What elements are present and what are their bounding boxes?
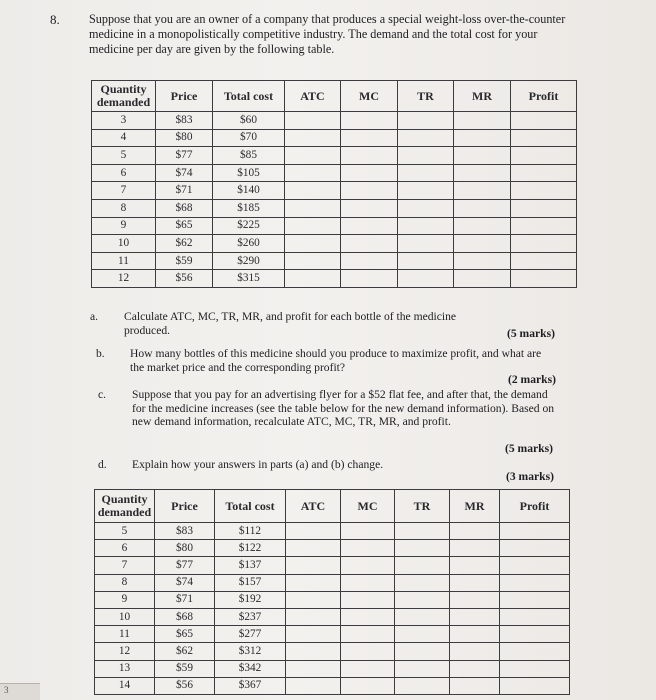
cell-price: $83 [156,112,213,130]
cell-blank [395,574,450,591]
cell-blank [511,270,577,288]
cell-blank [285,112,341,130]
cell-blank [398,252,454,270]
cell-blank [395,660,450,677]
cell-blank [341,591,395,608]
cell-blank [398,129,454,147]
cell-price: $68 [155,608,215,625]
part-label: d. [98,458,107,471]
cell-blank [285,129,341,147]
cell-total-cost: $315 [213,270,285,288]
cell-blank [341,199,398,217]
cell-total-cost: $342 [215,660,286,677]
cell-blank [395,677,450,694]
cell-total-cost: $260 [213,235,285,253]
cell-quantity: 10 [92,235,156,253]
table-row [95,660,570,677]
cell-blank [285,252,341,270]
header-profit: Profit [500,490,570,523]
cell-total-cost: $137 [215,557,286,574]
cell-quantity: 10 [95,608,155,625]
corner-text: 3 [4,685,9,695]
cell-total-cost: $85 [213,147,285,165]
part-text: Suppose that you pay for an advertising flyer for a $52 flat fee, and after that, the demand for the medicine increases (see the table below for the new demand information). Based on new demand information, recalculate ATC, MC, TR, MR, and profit. [132,388,555,428]
cell-quantity: 11 [92,252,156,270]
part-label: c. [98,388,107,401]
cell-blank [341,540,395,557]
part-text: Explain how your answers in parts (a) and (b) change. [132,458,384,471]
header-mc: MC [341,490,395,523]
cell-blank [341,608,395,625]
cell-quantity: 8 [95,574,155,591]
part-d-marks: (3 marks) [506,470,554,483]
cell-blank [285,164,341,182]
cell-blank [450,677,500,694]
cell-total-cost: $157 [215,574,286,591]
cell-blank [511,112,577,130]
cell-quantity: 5 [92,147,156,165]
cell-quantity: 6 [92,164,156,182]
cell-blank [500,660,570,677]
table-row [95,626,570,643]
cell-blank [398,235,454,253]
cell-total-cost: $277 [215,626,286,643]
cell-blank [500,557,570,574]
cell-price: $74 [156,164,213,182]
question-number: 8. [50,12,60,27]
cell-blank [450,591,500,608]
header-profit: Profit [511,81,577,112]
table-row [95,677,570,694]
cell-price: $77 [155,557,215,574]
cell-blank [341,217,398,235]
cell-blank [450,626,500,643]
cell-blank [341,147,398,165]
cell-blank [511,217,577,235]
table-row [92,112,577,130]
cell-quantity: 9 [95,591,155,608]
cell-quantity: 8 [92,199,156,217]
header-atc: ATC [286,490,341,523]
header-atc: ATC [285,81,341,112]
part-label: a. [90,310,99,323]
header-quantity: Quantity demanded [92,81,156,112]
cell-blank [454,147,511,165]
cell-quantity: 12 [92,270,156,288]
cell-blank [341,677,395,694]
cell-total-cost: $112 [215,523,286,540]
cell-total-cost: $60 [213,112,285,130]
cell-blank [286,557,341,574]
cell-blank [398,199,454,217]
cell-blank [286,574,341,591]
cell-blank [511,252,577,270]
table-row [92,164,577,182]
cell-blank [285,199,341,217]
header-tr: TR [395,490,450,523]
cell-price: $80 [155,540,215,557]
cell-blank [395,540,450,557]
cell-quantity: 13 [95,660,155,677]
cell-blank [450,523,500,540]
cell-blank [454,217,511,235]
demand-cost-table [91,80,577,288]
cell-blank [285,182,341,200]
cell-quantity: 7 [95,557,155,574]
part-c-marks: (5 marks) [505,442,553,455]
cell-blank [398,217,454,235]
cell-blank [286,660,341,677]
cell-blank [341,626,395,643]
part-a-marks: (5 marks) [507,327,555,340]
cell-blank [500,626,570,643]
cell-blank [341,235,398,253]
cell-quantity: 5 [95,523,155,540]
cell-blank [450,557,500,574]
cell-price: $59 [156,252,213,270]
header-total-cost: Total cost [213,81,285,112]
cell-blank [500,591,570,608]
cell-quantity: 6 [95,540,155,557]
cell-blank [398,164,454,182]
cell-price: $56 [155,677,215,694]
table-row [95,557,570,574]
table-row [95,608,570,625]
cell-quantity: 12 [95,643,155,660]
cell-blank [341,270,398,288]
cell-total-cost: $312 [215,643,286,660]
cell-blank [286,523,341,540]
cell-blank [286,626,341,643]
cell-blank [454,164,511,182]
table-row [92,182,577,200]
cell-price: $68 [156,199,213,217]
cell-quantity: 3 [92,112,156,130]
header-mc: MC [341,81,398,112]
table-row [92,147,577,165]
header-price: Price [156,81,213,112]
cell-blank [395,557,450,574]
part-b-marks: (2 marks) [508,373,556,386]
cell-blank [341,129,398,147]
cell-blank [285,235,341,253]
cell-quantity: 11 [95,626,155,643]
header-tr: TR [398,81,454,112]
cell-quantity: 4 [92,129,156,147]
advertising-demand-table [94,489,570,695]
cell-blank [511,147,577,165]
cell-blank [341,112,398,130]
cell-blank [500,540,570,557]
header-mr: MR [450,490,500,523]
cell-total-cost: $122 [215,540,286,557]
viewer-corner-tab [0,683,40,700]
cell-blank [286,643,341,660]
table-row [95,591,570,608]
cell-total-cost: $192 [215,591,286,608]
cell-price: $62 [155,643,215,660]
cell-blank [286,540,341,557]
cell-blank [341,574,395,591]
cell-price: $83 [155,523,215,540]
cell-blank [398,182,454,200]
table-row [92,252,577,270]
table-row [95,574,570,591]
cell-blank [450,574,500,591]
header-quantity: Quantity demanded [95,490,155,523]
cell-blank [341,523,395,540]
cell-blank [285,270,341,288]
table-row [92,199,577,217]
cell-blank [454,270,511,288]
cell-quantity: 9 [92,217,156,235]
cell-blank [454,112,511,130]
table-row [95,643,570,660]
cell-total-cost: $140 [213,182,285,200]
cell-blank [450,540,500,557]
table-row [92,235,577,253]
cell-blank [395,591,450,608]
cell-blank [500,523,570,540]
cell-total-cost: $105 [213,164,285,182]
cell-price: $65 [156,217,213,235]
cell-blank [285,147,341,165]
part-text: How many bottles of this medicine should you produce to maximize profit, and what are the market price and the corresponding profit? [130,347,542,374]
header-mr: MR [454,81,511,112]
cell-blank [395,608,450,625]
cell-blank [500,643,570,660]
cell-total-cost: $367 [215,677,286,694]
cell-total-cost: $237 [215,608,286,625]
cell-total-cost: $185 [213,199,285,217]
table-row [92,270,577,288]
cell-blank [341,643,395,660]
cell-blank [511,235,577,253]
cell-blank [500,574,570,591]
cell-blank [341,252,398,270]
table-row [95,540,570,557]
cell-price: $80 [156,129,213,147]
cell-total-cost: $70 [213,129,285,147]
cell-price: $62 [156,235,213,253]
header-total-cost: Total cost [215,490,286,523]
cell-blank [511,182,577,200]
cell-blank [286,591,341,608]
cell-price: $65 [155,626,215,643]
cell-blank [450,643,500,660]
cell-blank [500,608,570,625]
cell-blank [450,608,500,625]
cell-blank [341,182,398,200]
part-text: Calculate ATC, MC, TR, MR, and profit for each bottle of the medicine produced. [124,310,457,337]
cell-blank [395,626,450,643]
table-row [92,129,577,147]
cell-blank [454,129,511,147]
cell-blank [511,199,577,217]
cell-blank [341,164,398,182]
cell-price: $59 [155,660,215,677]
cell-blank [398,270,454,288]
cell-blank [454,235,511,253]
cell-blank [395,523,450,540]
cell-price: $71 [156,182,213,200]
cell-blank [286,608,341,625]
cell-blank [398,112,454,130]
cell-blank [454,199,511,217]
cell-blank [341,557,395,574]
cell-total-cost: $290 [213,252,285,270]
cell-price: $56 [156,270,213,288]
cell-blank [285,217,341,235]
part-label: b. [96,347,105,360]
cell-blank [341,660,395,677]
table-row [95,523,570,540]
cell-blank [500,677,570,694]
cell-total-cost: $225 [213,217,285,235]
table-row [92,217,577,235]
cell-blank [511,129,577,147]
cell-blank [511,164,577,182]
cell-quantity: 7 [92,182,156,200]
cell-blank [454,182,511,200]
cell-price: $77 [156,147,213,165]
cell-blank [395,643,450,660]
cell-price: $74 [155,574,215,591]
cell-blank [454,252,511,270]
cell-blank [398,147,454,165]
header-price: Price [155,490,215,523]
cell-quantity: 14 [95,677,155,694]
cell-blank [450,660,500,677]
cell-blank [286,677,341,694]
question-prompt: Suppose that you are an owner of a company that produces a special weight-loss over-the-counter medicine in a monopolistically competitive industry. The demand and the total cost for your medicine per day are given by the following table. [89,12,566,56]
cell-price: $71 [155,591,215,608]
